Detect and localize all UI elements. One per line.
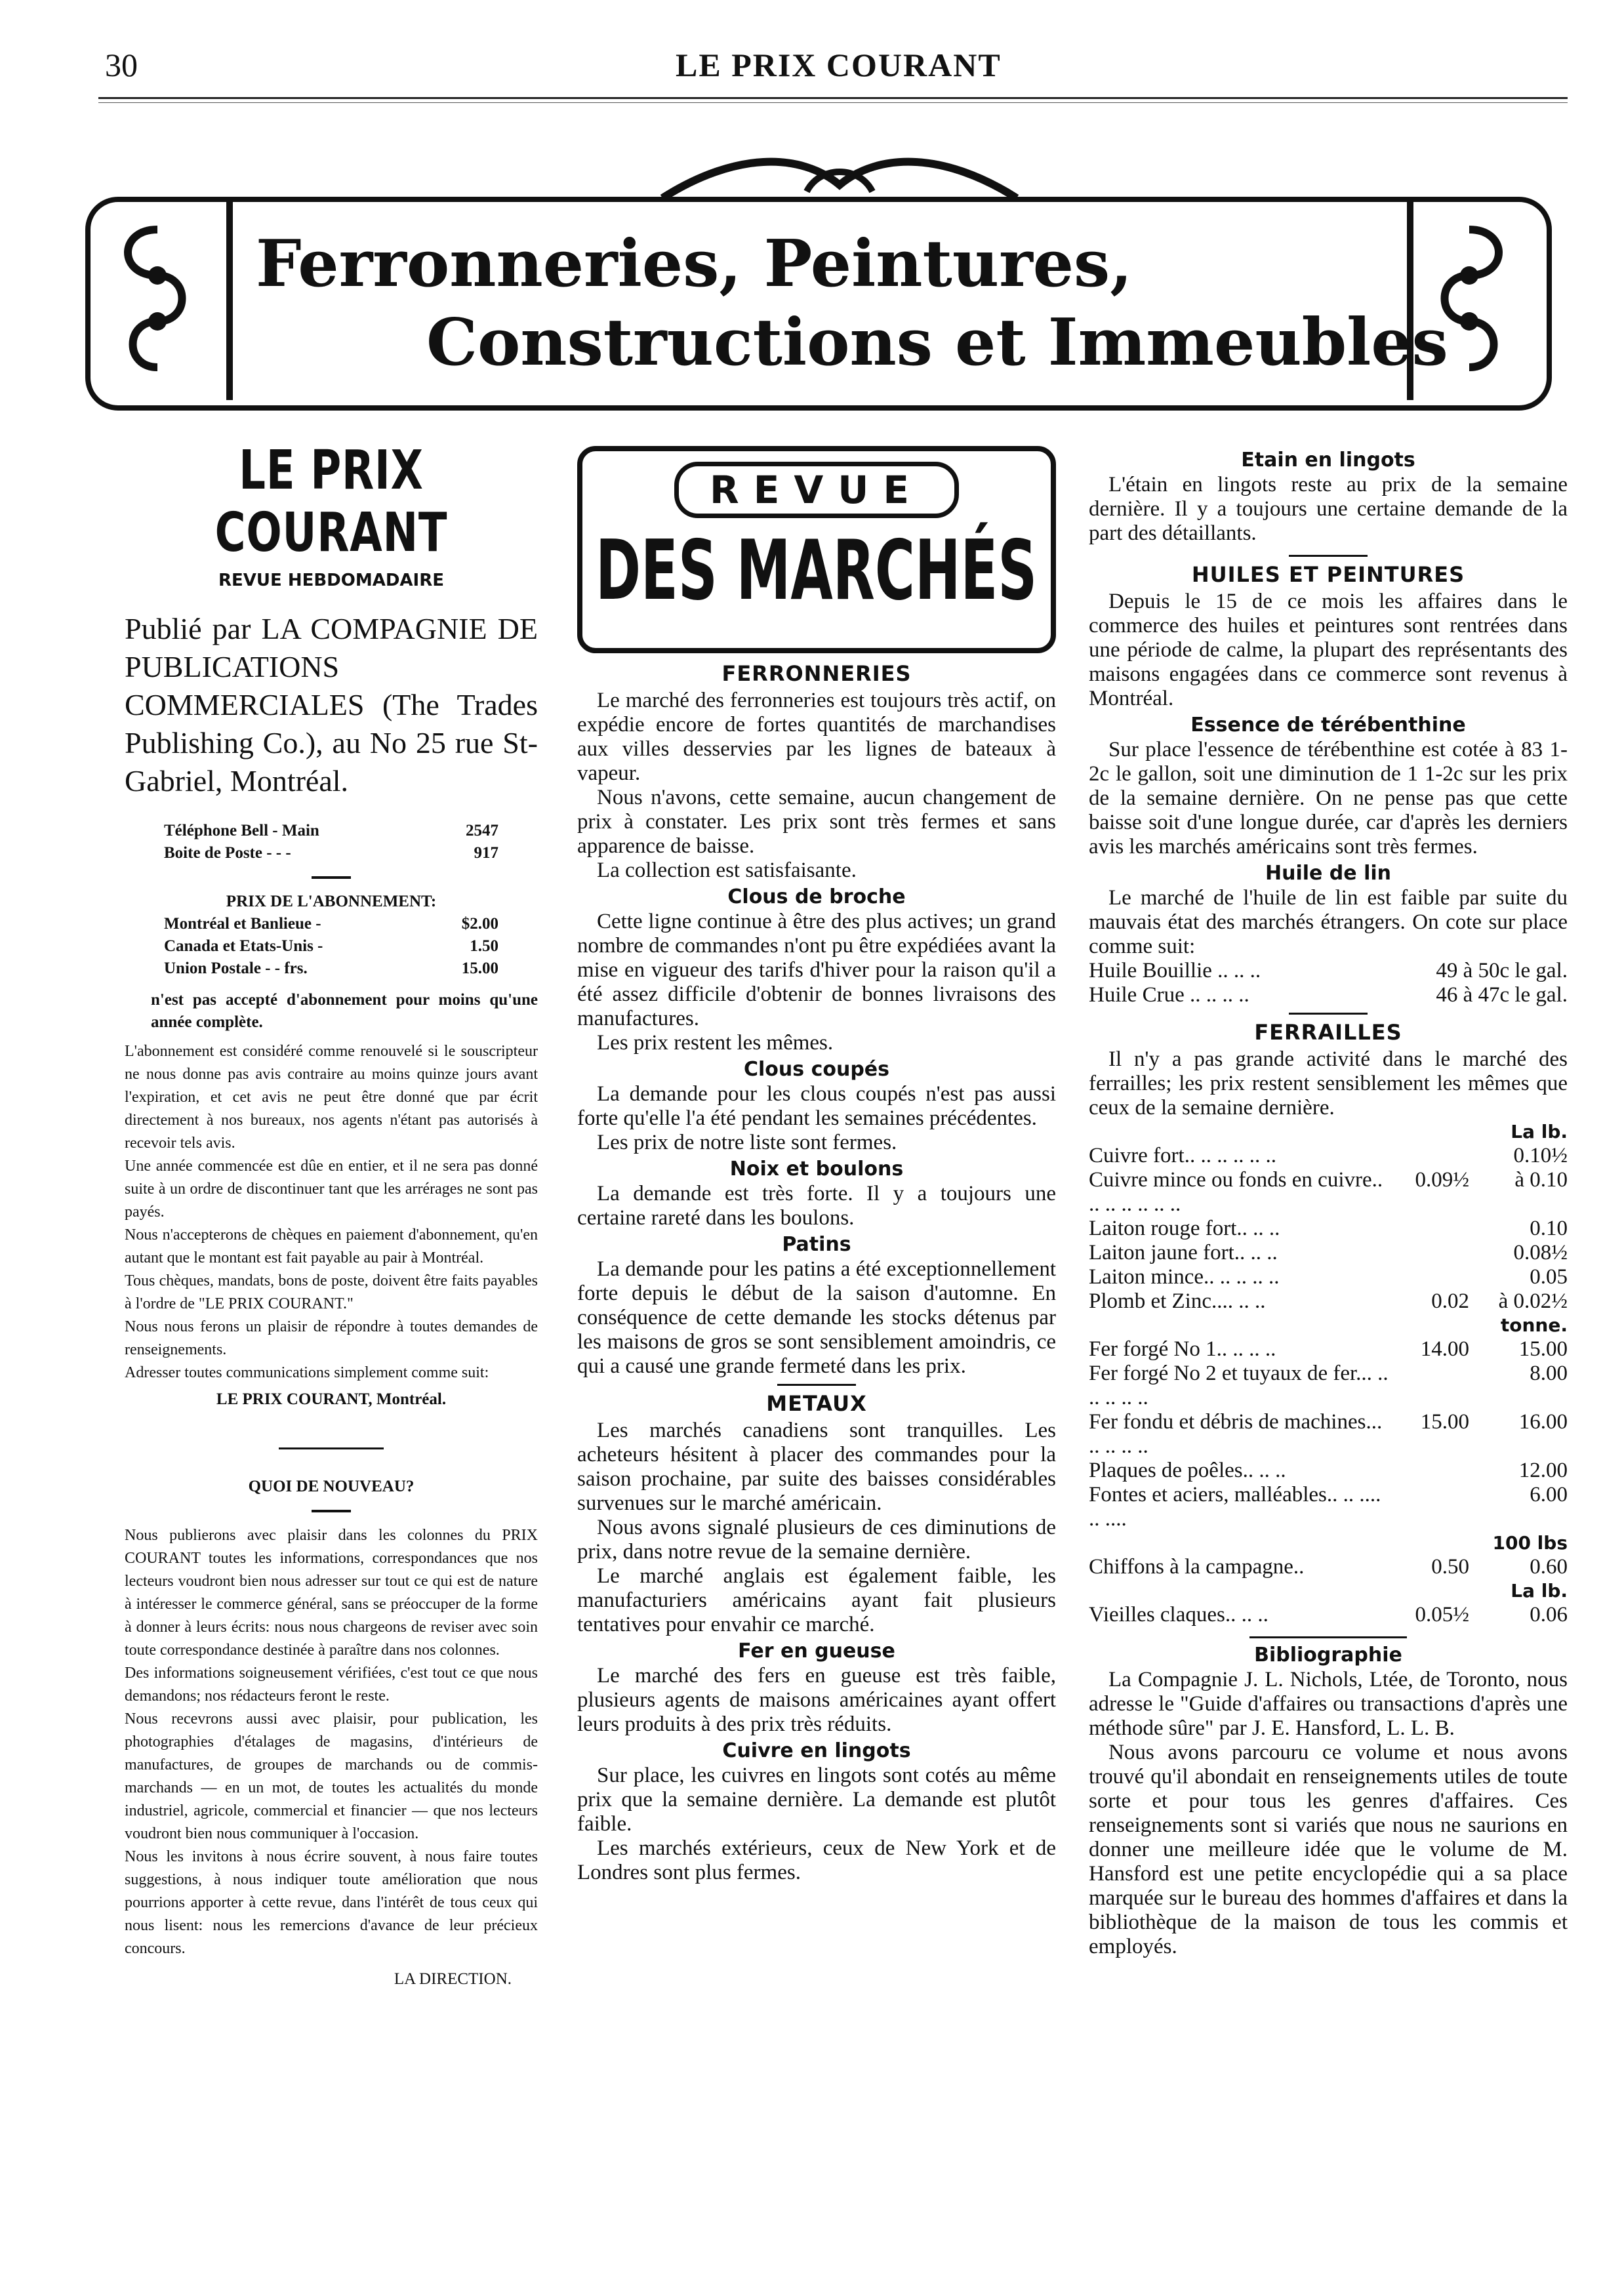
- paragraph: La collection est satisfaisante.: [597, 859, 857, 882]
- price-item: Laiton jaune fort.. .. ..: [1089, 1241, 1278, 1264]
- mailing-address: LE PRIX COURANT, Montréal.: [216, 1390, 447, 1408]
- paragraph: La demande est très forte. Il y a toujours une certaine rareté dans les boulons.: [577, 1182, 1056, 1230]
- scrap-table-tonne: [1089, 1337, 1568, 1531]
- heading-noix-boulons: Noix et boulons: [729, 1158, 904, 1181]
- price-low: 14.00: [1420, 1337, 1469, 1361]
- signature: LA DIRECTION.: [394, 1970, 512, 1988]
- paragraph: Le marché de l'huile de lin est faible par suite du mauvais état des marchés étrangers. On cote sur place comme suit:: [1089, 886, 1568, 958]
- sub-label: Canada et Etats-Unis -: [164, 937, 323, 955]
- heading-essence: Essence de térébenthine: [1190, 714, 1466, 737]
- price-low: [1391, 1144, 1469, 1168]
- masthead-title: LE PRIX COURANT: [214, 439, 448, 564]
- unit-label: tonne.: [1500, 1314, 1568, 1336]
- price-item: Cuivre mince ou fonds en cuivre.. .. .. .. .. .. ..: [1089, 1168, 1383, 1216]
- heading-fer-gueuse: Fer en gueuse: [738, 1640, 895, 1663]
- paragraph: Le marché anglais est également faible, les manufacturiers américains ayant fait plusieurs tentatives pour envahir ce marché.: [577, 1564, 1056, 1636]
- price-row: [1089, 1337, 1568, 1362]
- phone-value: 2547: [466, 822, 498, 839]
- paragraph: Il n'y a pas grande activité dans le marché des ferrailles; les prix restent sensiblement les mêmes que ceux de la semaine dernière.: [1089, 1047, 1568, 1120]
- heading-huiles: HUILES ET PEINTURES: [1191, 562, 1465, 587]
- price-high: 0.60: [1530, 1555, 1568, 1579]
- price-item: Vieilles claques.. .. ..: [1089, 1603, 1269, 1627]
- heading-clous-broche: Clous de broche: [727, 885, 906, 908]
- revue-logo-bottom: DES MARCHÉS: [596, 522, 1038, 618]
- price-item: Laiton rouge fort.. .. ..: [1089, 1217, 1280, 1240]
- divider: [1289, 555, 1368, 557]
- price-low: [1391, 1217, 1469, 1241]
- paragraph: Les marchés extérieurs, ceux de New York et de Londres sont plus fermes.: [577, 1836, 1056, 1884]
- price-low: 0.02: [1431, 1289, 1469, 1313]
- price-high: 0.08½: [1513, 1241, 1568, 1264]
- price-low: [1391, 1459, 1469, 1483]
- column-masthead: [125, 439, 538, 1991]
- sub-value: 15.00: [461, 960, 498, 977]
- sub-value: $2.00: [461, 915, 498, 933]
- price-low: 0.05½: [1415, 1603, 1469, 1627]
- price-high: 16.00: [1518, 1410, 1568, 1434]
- sub-label: Montréal et Banlieue -: [164, 915, 321, 933]
- subscription-title: PRIX DE L'ABONNEMENT:: [226, 893, 437, 910]
- unit-label: La lb.: [1511, 1580, 1568, 1602]
- price-low: [1391, 1265, 1469, 1289]
- divider: [312, 1510, 351, 1512]
- price-high: 0.10: [1530, 1217, 1568, 1240]
- paragraph: Depuis le 15 de ce mois les affaires dans le commerce des huiles et peintures sont rentrées dans une période de calme, la plupart des représentants des maisons engagées dans ce commerce sont revenus à Montréal.: [1089, 590, 1568, 710]
- revue-logo: [577, 446, 1056, 653]
- header-rule: [98, 97, 1568, 99]
- divider: [777, 1384, 856, 1386]
- paragraph: Les marchés canadiens sont tranquilles. Les acheteurs hésitent à placer des commandes pour la saison prochaine, par suite des baisses considérables survenues sur le marché américain.: [577, 1419, 1056, 1515]
- sub-label: Union Postale - - frs.: [164, 960, 308, 977]
- banner-line-1: Ferronneries, Peintures,: [256, 226, 1133, 302]
- unit-label: 100 lbs: [1492, 1532, 1568, 1554]
- price-high: 0.05: [1530, 1265, 1568, 1289]
- heading-etain: Etain en lingots: [1241, 449, 1415, 472]
- price-row: [1089, 1555, 1568, 1579]
- heading-huile-lin: Huile de lin: [1265, 862, 1391, 885]
- quoi-para-3: Nous recevrons aussi avec plaisir, pour publication, les photographies d'étalages de magasins, d'intérieurs de manufactures, de groupes de marchands ou de commis-marchands — en un mot, de toutes les actualités du monde industriel, agricole, commercial et financier — que nos lecteurs voudront bien nous communiquer à l'occasion.: [125, 1710, 538, 1842]
- divider: [1249, 1636, 1407, 1638]
- notice-6: Adresser toutes communications simplement comme suit:: [125, 1364, 489, 1381]
- scrap-table-lb-2: [1089, 1603, 1568, 1627]
- notice-2: Une année commencée est dûe en entier, et il ne sera pas donné suite à un ordre de discontinuer tant que les arrérages ne sont pas payés.: [125, 1158, 538, 1221]
- box-label: Boite de Poste - - -: [164, 844, 291, 862]
- paragraph: La demande pour les clous coupés n'est pas aussi forte qu'elle l'a été pendant les semaines précédentes.: [577, 1082, 1056, 1130]
- paragraph: Sur place, les cuivres en lingots sont cotés au même prix que la semaine dernière. La demande est plutôt faible.: [577, 1764, 1056, 1836]
- header-rule-thin: [98, 102, 1568, 103]
- divider: [279, 1447, 384, 1449]
- price-item: Fer forgé No 2 et tuyaux de fer... .. .. .. .. ..: [1089, 1362, 1389, 1409]
- notice-3: Nous n'accepterons de chèques en paiement d'abonnement, qu'en autant que le montant est fait payable au pair à Montréal.: [125, 1226, 538, 1266]
- scrap-table-100lbs: [1089, 1555, 1568, 1579]
- paragraph: L'étain en lingots reste au prix de la semaine dernière. Il y a toujours une certaine demande de la part des détaillants.: [1089, 473, 1568, 545]
- price-row: [1089, 1410, 1568, 1459]
- price-row: [1089, 959, 1568, 983]
- price-high: 8.00: [1530, 1362, 1568, 1385]
- paragraph: Nous avons signalé plusieurs de ces diminutions de prix, dans notre revue de la semaine dernière.: [577, 1516, 1056, 1564]
- banner-line-2: Constructions et Immeubles: [426, 305, 1448, 380]
- price-item: Fer forgé No 1.. .. .. ..: [1089, 1337, 1276, 1361]
- heading-ferronneries: FERRONNERIES: [721, 661, 912, 686]
- price-high: 0.10½: [1513, 1144, 1568, 1167]
- notice-1: L'abonnement est considéré comme renouvelé si le souscripteur ne nous donne pas avis contraire au moins quinze jours avant l'expiration, et cet avis ne peut être donné que par écrit directement à nos bureaux, nos agents n'étant pas autorisés à recevoir tels avis.: [125, 1043, 538, 1152]
- price-row: [1089, 1217, 1568, 1241]
- price-row: [1089, 1459, 1568, 1483]
- column-prices: [1089, 446, 1568, 1959]
- paragraph: La Compagnie J. L. Nichols, Ltée, de Toronto, nous adresse le "Guide d'affaires ou transactions d'après une méthode sûre" par J. E. Hansford, L. L. B.: [1089, 1668, 1568, 1740]
- banner-ornament-icon: [656, 146, 1023, 205]
- heading-clous-coupes: Clous coupés: [744, 1058, 889, 1081]
- notice-5: Nous nous ferons un plaisir de répondre à toutes demandes de renseignements.: [125, 1318, 538, 1358]
- paragraph: Les prix restent les mêmes.: [597, 1031, 834, 1055]
- masthead-subtitle: REVUE HEBDOMADAIRE: [218, 571, 444, 590]
- price-low: 15.00: [1420, 1410, 1469, 1434]
- price-high: 0.06: [1530, 1603, 1568, 1627]
- running-title: LE PRIX COURANT: [676, 47, 1002, 83]
- paragraph: Nous n'avons, cette semaine, aucun changement de prix à constater. Les prix sont très fermes et sans apparence de baisse.: [577, 786, 1056, 858]
- subscription-note: n'est pas accepté d'abonnement pour moins qu'une année complète.: [151, 991, 538, 1031]
- price-value: 49 à 50c le gal.: [1436, 959, 1568, 982]
- price-low: [1391, 1362, 1469, 1410]
- quoi-title: QUOI DE NOUVEAU?: [248, 1478, 415, 1495]
- price-item: Fontes et aciers, malléables.. .. .... .. ....: [1089, 1483, 1381, 1531]
- heading-ferrailles: FERRAILLES: [1254, 1020, 1402, 1045]
- price-row: [1089, 1483, 1568, 1531]
- price-item: Fer fondu et débris de machines... .. .. .. ..: [1089, 1410, 1383, 1458]
- paragraph: Le marché des fers en gueuse est très faible, plusieurs agents de maisons américaines ayant offert leurs produits à des prix très réduits.: [577, 1664, 1056, 1736]
- contact-block: [125, 820, 538, 864]
- subscription-prices: [125, 913, 538, 980]
- heading-cuivre-lingots: Cuivre en lingots: [722, 1739, 911, 1762]
- price-row: [1089, 1603, 1568, 1627]
- price-row: [1089, 1168, 1568, 1217]
- scrap-table-lb: [1089, 1144, 1568, 1314]
- price-value: 46 à 47c le gal.: [1436, 983, 1568, 1007]
- divider: [1289, 1013, 1368, 1015]
- heading-patins: Patins: [782, 1233, 851, 1256]
- divider: [312, 876, 351, 879]
- price-row: [1089, 1144, 1568, 1168]
- price-high: 6.00: [1530, 1483, 1568, 1506]
- price-row: [1089, 983, 1568, 1007]
- price-high: 15.00: [1518, 1337, 1568, 1361]
- banner-left-scroll-icon: [105, 223, 210, 374]
- price-low: [1391, 1241, 1469, 1265]
- price-row: [1089, 1362, 1568, 1410]
- paragraph: Sur place l'essence de térébenthine est cotée à 83 1-2c le gallon, soit une diminution de 1 1-2c sur les prix de la semaine dernière. On ne pense pas que cette baisse soit d'une longue durée, car d'après les derniers avis les marchés américains sont très fermes.: [1089, 738, 1568, 859]
- price-high: à 0.10: [1514, 1168, 1568, 1192]
- quoi-para-1: Nous publierons avec plaisir dans les colonnes du PRIX COURANT toutes les informations, correspondances que nos lecteurs voudront bien nous adresser sur tout ce qui est de nature à intéresser le commerce général, sans se préoccuper de la forme à donner à leurs écrits: nous nous chargeons de reviser avec soin toute correspondance destinée à paraître dans nos colonnes.: [125, 1527, 538, 1659]
- heading-metaux: METAUX: [766, 1391, 867, 1416]
- price-item: Plaques de poêles.. .. ..: [1089, 1459, 1286, 1482]
- price-row: [1089, 1241, 1568, 1265]
- price-item: Cuivre fort.. .. .. .. .. ..: [1089, 1144, 1276, 1167]
- price-high: 12.00: [1518, 1459, 1568, 1482]
- paragraph: Nous avons parcouru ce volume et nous avons trouvé qu'il abondait en renseignements utiles de toute sorte et pour tous les genres d'affaires. Ces renseignements sont si variés que nous ne saurions en donner une meilleure idée que le volume de M. Hansford est une petite encyclopédie qui a sa place marquée sur le bureau des hommes d'affaires et dans la bibliothèque de la maison de tous les commis et employés.: [1089, 1741, 1568, 1958]
- page-number: 30: [105, 47, 138, 83]
- paragraph: Le marché des ferronneries est toujours très actif, on expédie encore de fortes quantités de marchandises aux villes desservies par les lignes de bateaux à vapeur.: [577, 689, 1056, 785]
- paragraph: La demande pour les patins a été exceptionnellement forte depuis le début de la saison d'automne. En conséquence de cette demande les stocks détenus par les maisons de gros se sont sensiblement amoindris, ce qui a causé une grande fermeté dans les prix.: [577, 1257, 1056, 1378]
- price-low: [1391, 1483, 1469, 1531]
- quoi-para-4: Nous les invitons à nous écrire souvent, à nous faire toutes suggestions, à nous indiquer toute amélioration que nous pourrions apporter à cette revue, dans l'intérêt de tous ceux qui nous lisent: nous les remercions d'avance de leur précieux concours.: [125, 1848, 538, 1957]
- column-market-review: [577, 446, 1056, 1885]
- price-item: Laiton mince.. .. .. .. ..: [1089, 1265, 1280, 1289]
- revue-logo-top: REVUE: [674, 462, 959, 518]
- paragraph: Les prix de notre liste sont fermes.: [597, 1131, 897, 1154]
- price-item: Huile Bouillie .. .. ..: [1089, 959, 1261, 982]
- price-high: à 0.02½: [1498, 1289, 1568, 1313]
- heading-bibliographie: Bibliographie: [1254, 1644, 1402, 1667]
- price-item: Chiffons à la campagne..: [1089, 1555, 1305, 1579]
- phone-label: Téléphone Bell - Main: [164, 822, 319, 839]
- price-row: [1089, 1289, 1568, 1314]
- box-value: 917: [474, 844, 498, 862]
- unit-label: La lb.: [1511, 1121, 1568, 1142]
- price-low: 0.09½: [1415, 1168, 1469, 1192]
- paragraph: Cette ligne continue à être des plus actives; un grand nombre de commandes n'ont pu être expédiées avant la mise en vigueur des tarifs d'hiver pour la raison qu'il a été assez difficile d'obtenir de bonnes livraisons des manufactures.: [577, 910, 1056, 1030]
- notice-4: Tous chèques, mandats, bons de poste, doivent être faits payables à l'ordre de "LE PRIX COURANT.": [125, 1272, 538, 1312]
- price-row: [1089, 1265, 1568, 1289]
- price-low: 0.50: [1431, 1555, 1469, 1579]
- sub-value: 1.50: [470, 937, 498, 955]
- price-item: Plomb et Zinc.... .. ..: [1089, 1289, 1266, 1313]
- price-item: Huile Crue .. .. .. ..: [1089, 983, 1249, 1007]
- quoi-para-2: Des informations soigneusement vérifiées, c'est tout ce que nous demandons; nos rédacteurs feront le reste.: [125, 1665, 538, 1705]
- publisher-info: Publié par LA COMPAGNIE DE PUBLICATIONS COMMERCIALES (The Trades Publishing Co.), au No 25 rue St-Gabriel, Montréal.: [125, 612, 538, 798]
